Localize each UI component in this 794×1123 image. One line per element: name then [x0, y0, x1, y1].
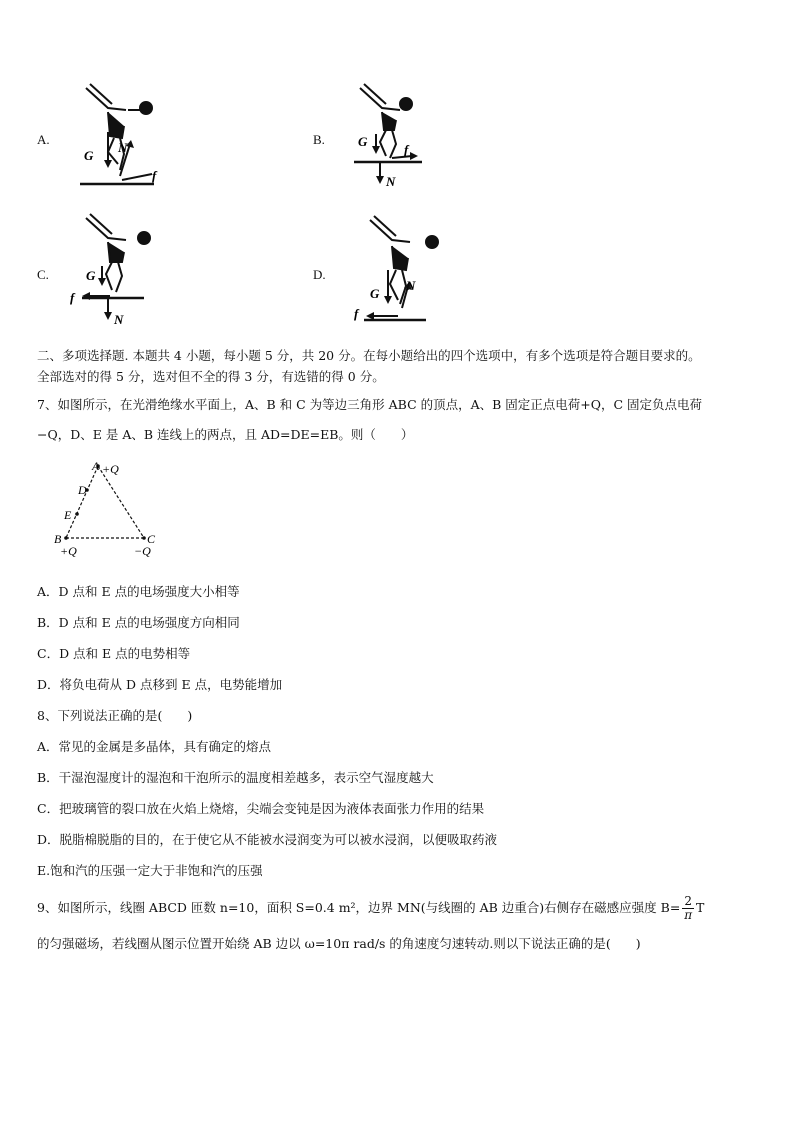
q9-stem-line-1	[37, 893, 704, 923]
option-d-label: D.	[313, 267, 326, 282]
option-b-n-label: N	[386, 174, 396, 189]
option-a-label: A.	[37, 132, 50, 147]
option-a-figure	[78, 80, 168, 190]
q9-stem-unit: T	[695, 900, 705, 915]
q7-label-d: D	[78, 483, 87, 497]
q8-option-e: E.饱和汽的压强一定大于非饱和汽的压强	[37, 863, 263, 878]
option-b-figure	[352, 80, 442, 190]
q7-option-d: D．将负电荷从 D 点移到 E 点，电势能增加	[37, 677, 283, 692]
option-d-figure	[350, 212, 440, 328]
option-a-f-label: f	[152, 168, 157, 183]
option-b-f-label: f	[404, 142, 409, 157]
option-c-figure	[70, 212, 160, 330]
q7-charge-a: +Q	[102, 462, 119, 476]
q7-point-e	[75, 512, 79, 516]
option-a-n-label: N	[118, 140, 128, 155]
q7-point-c	[142, 536, 146, 540]
q7-option-b: B．D 点和 E 点的电场强度方向相同	[37, 615, 240, 630]
q8-stem: 8、下列说法正确的是( )	[37, 708, 193, 723]
option-d-f-label: f	[354, 306, 359, 321]
q7-option-a: A．D 点和 E 点的电场强度大小相等	[37, 584, 240, 599]
q9-stem-text-a: 9、如图所示，线圈 ABCD 匝数 n=10，面积 S=0.4 m²，边界 MN(与线圈的 AB 边重合)右侧存在磁感应强度 B=	[37, 900, 681, 915]
option-a-g-label: G	[84, 148, 94, 163]
option-d-g-label: G	[370, 286, 380, 301]
q9-stem-line-2: 的匀强磁场，若线圈从图示位置开始绕 AB 边以 ω=10π rad/s 的角速度匀速转动.则以下说法正确的是( )	[37, 936, 641, 951]
q7-label-a: A	[92, 459, 100, 473]
option-c-label: C.	[37, 267, 49, 282]
q8-option-a: A．常见的金属是多晶体，具有确定的熔点	[37, 739, 272, 754]
section-2-instructions-line-1: 二、多项选择题. 本题共 4 小题，每小题 5 分，共 20 分。在每小题给出的四个选项中，有多个选项是符合题目要求的。	[37, 348, 701, 363]
option-c-g-label: G	[86, 268, 96, 283]
q8-option-c: C．把玻璃管的裂口放在火焰上烧熔，尖端会变钝是因为液体表面张力作用的结果	[37, 801, 485, 816]
q7-option-c: C．D 点和 E 点的电势相等	[37, 646, 191, 661]
section-2-instructions-line-2: 全部选对的得 5 分，选对但不全的得 3 分，有选错的得 0 分。	[37, 369, 385, 384]
option-d-n-label: N	[406, 278, 416, 293]
q7-label-b: B	[54, 532, 62, 546]
option-c-n-label: N	[114, 312, 124, 327]
q9-fraction	[682, 895, 694, 922]
q7-stem-line-1: 7、如图所示，在光滑绝缘水平面上，A、B 和 C 为等边三角形 ABC 的顶点，A、B 固定正点电荷+Q，C 固定负点电荷	[37, 397, 703, 412]
q7-charge-b: +Q	[60, 544, 77, 558]
q7-charge-c: −Q	[134, 544, 151, 558]
option-c-f-label: f	[70, 290, 75, 305]
q9-fraction-denominator: π	[684, 908, 693, 922]
q7-point-b	[64, 536, 68, 540]
q8-option-d: D．脱脂棉脱脂的目的，在于使它从不能被水浸润变为可以被水浸润，以便吸取药液	[37, 832, 498, 847]
option-b-g-label: G	[358, 134, 368, 149]
q7-triangle-figure	[52, 456, 162, 564]
q8-option-b: B．干湿泡湿度计的湿泡和干泡所示的温度相差越多，表示空气湿度越大	[37, 770, 434, 785]
q9-fraction-numerator: 2	[684, 894, 692, 908]
q7-label-e: E	[64, 508, 72, 522]
q7-label-c: C	[147, 532, 156, 546]
option-b-label: B.	[313, 132, 325, 147]
q7-stem-line-2: −Q，D、E 是 A、B 连线上的两点，且 AD=DE=EB。则（ ）	[37, 427, 414, 442]
